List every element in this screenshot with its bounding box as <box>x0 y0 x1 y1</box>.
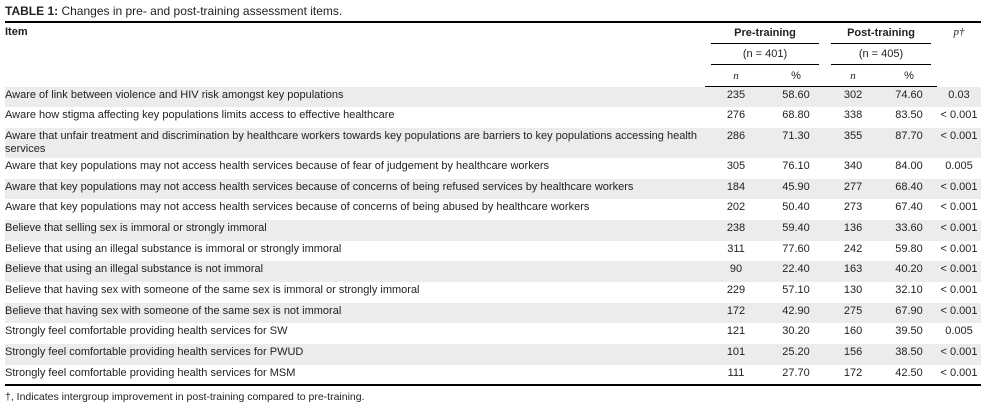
post-count-cell: 130 <box>843 284 863 296</box>
item-cell: Aware of link between violence and HIV risk amongst key populations <box>5 88 344 101</box>
p-value-cell: < 0.001 <box>940 304 978 317</box>
p-value-cell: < 0.001 <box>937 365 981 386</box>
pre-percent-cell: 27.70 <box>767 365 825 386</box>
caption-text: Changes in pre- and post-training assessment items. <box>61 4 343 18</box>
item-cell: Believe that using an illegal substance is not immoral <box>5 263 264 276</box>
table-row <box>5 179 981 200</box>
item-cell: Aware that key populations may not access health services because of concerns of being refused services by healthcare workers <box>5 180 634 193</box>
item-cell: Strongly feel comfortable providing health services for MSM <box>5 365 705 386</box>
post-percent-cell: 39.50 <box>895 325 923 338</box>
post-percent-cell: 87.70 <box>895 129 923 142</box>
header-pre-pct: % <box>767 65 825 87</box>
p-value-cell: 0.03 <box>948 88 970 101</box>
post-count-cell: 160 <box>843 325 863 338</box>
pre-count-cell: 184 <box>726 180 746 193</box>
pre-count-cell: 235 <box>726 89 746 101</box>
p-value-cell: < 0.001 <box>940 129 978 142</box>
header-post-pct: % <box>881 65 937 87</box>
pre-count-cell: 229 <box>726 284 746 296</box>
item-cell: Believe that using an illegal substance is immoral or strongly immoral <box>5 242 342 255</box>
post-count-cell: 242 <box>843 242 863 255</box>
post-count-cell: 338 <box>843 109 863 122</box>
table-row <box>5 344 981 365</box>
pre-count-cell: 90 <box>729 263 743 276</box>
post-count-cell: 136 <box>843 221 863 234</box>
pre-percent-cell: 50.40 <box>782 201 810 214</box>
pre-percent-cell: 58.60 <box>782 89 810 101</box>
p-value-cell: < 0.001 <box>940 221 978 234</box>
pre-count-cell: 311 <box>727 242 745 255</box>
p-value-cell: < 0.001 <box>940 263 978 276</box>
table-row <box>5 241 981 262</box>
post-count-cell: 277 <box>843 180 863 193</box>
header-p: p† <box>937 22 981 87</box>
header-post: Post-training <box>825 22 937 44</box>
p-value-cell: < 0.001 <box>940 284 978 296</box>
post-percent-cell: 33.60 <box>895 221 923 234</box>
post-percent-cell: 67.90 <box>895 304 923 317</box>
p-value-cell: < 0.001 <box>940 109 978 122</box>
p-value-cell: 0.005 <box>945 325 973 338</box>
table-row <box>5 199 981 220</box>
table-row <box>5 220 981 241</box>
pre-count-cell: 101 <box>726 346 746 359</box>
item-cell: Believe that having sex with someone of the same sex is not immoral <box>5 304 342 317</box>
item-cell: Strongly feel comfortable providing health services for PWUD <box>5 346 304 359</box>
pre-percent-cell: 77.60 <box>782 242 810 255</box>
post-percent-cell: 83.50 <box>895 109 923 122</box>
post-percent-cell: 59.80 <box>895 242 923 255</box>
post-percent-cell: 67.40 <box>895 201 923 214</box>
pre-percent-cell: 22.40 <box>782 263 810 276</box>
table-footnote: †, Indicates intergroup improvement in post-training compared to pre-training. <box>5 391 365 404</box>
header-pre-count: n <box>705 65 767 87</box>
pre-percent-cell: 71.30 <box>782 129 810 142</box>
post-percent-cell: 38.50 <box>895 346 923 359</box>
p-value-cell: 0.005 <box>945 159 973 172</box>
pre-count-cell: 172 <box>726 304 746 317</box>
post-count-cell: 340 <box>843 159 863 172</box>
table-figure <box>5 3 981 403</box>
item-cell: Strongly feel comfortable providing health services for SW <box>5 325 288 338</box>
p-value-cell: < 0.001 <box>940 346 978 359</box>
post-count-cell: 275 <box>843 304 863 317</box>
header-pre-n: (n = 401) <box>705 44 825 65</box>
header-item: Item <box>5 22 705 87</box>
post-count-cell: 172 <box>825 365 881 386</box>
header-post-n: (n = 405) <box>825 44 937 65</box>
post-count-cell: 355 <box>843 129 863 142</box>
pre-count-cell: 111 <box>705 365 767 386</box>
post-count-cell: 163 <box>843 263 863 276</box>
table-row <box>5 261 981 282</box>
pre-count-cell: 202 <box>726 201 746 214</box>
pre-percent-cell: 68.80 <box>782 109 810 122</box>
pre-percent-cell: 76.10 <box>782 159 810 172</box>
table-row <box>5 282 981 303</box>
post-count-cell: 302 <box>843 89 863 101</box>
p-value-cell: < 0.001 <box>940 180 978 193</box>
assessment-table <box>5 21 981 386</box>
caption-label: TABLE 1: <box>5 4 59 18</box>
post-percent-cell: 42.50 <box>881 365 937 386</box>
header-pre: Pre-training <box>705 22 825 44</box>
item-cell: Aware that unfair treatment and discrimination by healthcare workers towards key populations are barriers to key populations accessing health services <box>5 129 697 155</box>
p-value-cell: < 0.001 <box>940 242 978 255</box>
pre-count-cell: 305 <box>726 159 746 172</box>
post-count-cell: 156 <box>843 346 863 359</box>
pre-percent-cell: 59.40 <box>782 221 810 234</box>
post-percent-cell: 74.60 <box>895 89 923 101</box>
table-caption <box>5 3 981 21</box>
pre-percent-cell: 42.90 <box>782 304 810 317</box>
post-percent-cell: 68.40 <box>895 180 923 193</box>
pre-count-cell: 286 <box>726 129 746 142</box>
table-row <box>5 128 981 158</box>
p-value-cell: < 0.001 <box>940 201 978 214</box>
post-percent-cell: 84.00 <box>895 159 923 172</box>
pre-count-cell: 276 <box>726 109 746 122</box>
post-percent-cell: 32.10 <box>895 284 923 296</box>
pre-percent-cell: 25.20 <box>782 346 810 359</box>
table-row <box>5 303 981 324</box>
table-row <box>5 107 981 128</box>
post-percent-cell: 40.20 <box>895 263 923 276</box>
header-post-count: n <box>825 65 881 87</box>
item-cell: Aware that key populations may not access health services because of concerns of being abused by healthcare workers <box>5 201 590 214</box>
pre-count-cell: 121 <box>726 325 746 338</box>
item-cell: Believe that having sex with someone of the same sex is immoral or strongly immoral <box>5 284 420 296</box>
item-cell: Believe that selling sex is immoral or strongly immoral <box>5 221 267 234</box>
pre-percent-cell: 57.10 <box>782 284 810 296</box>
table-row <box>5 158 981 179</box>
pre-percent-cell: 45.90 <box>782 180 810 193</box>
item-cell: Aware how stigma affecting key populations limits access to effective healthcare <box>5 109 395 122</box>
table-row <box>5 323 981 344</box>
table-row <box>5 87 981 108</box>
item-cell: Aware that key populations may not access health services because of fear of judgement by healthcare workers <box>5 159 549 172</box>
table-row <box>5 365 981 386</box>
post-count-cell: 273 <box>843 201 863 214</box>
pre-percent-cell: 30.20 <box>782 325 810 338</box>
pre-count-cell: 238 <box>726 221 746 234</box>
